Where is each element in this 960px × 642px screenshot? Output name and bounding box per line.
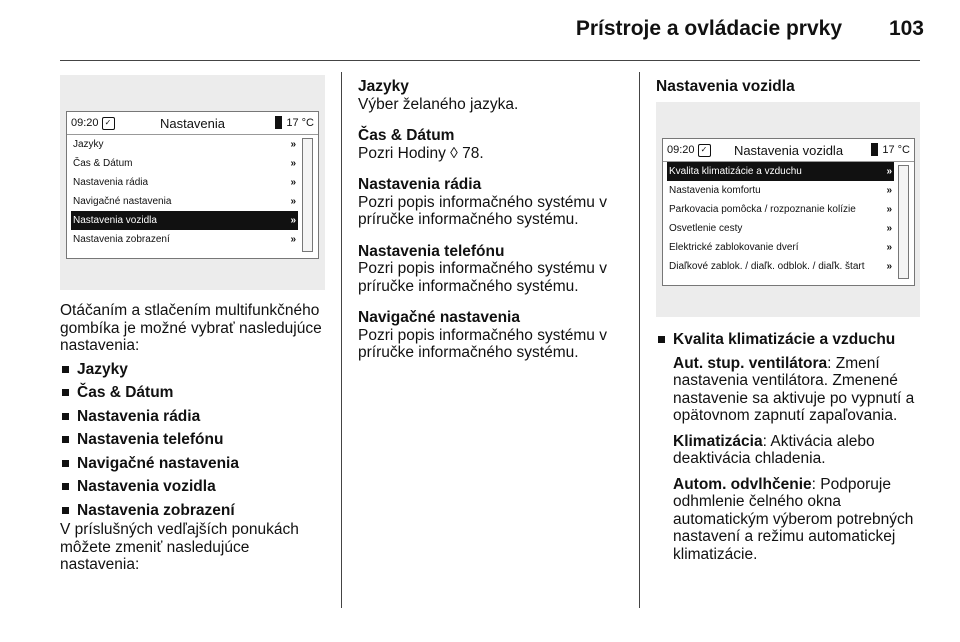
sub-text: : Podporuje odhmlenie čelného okna automatickým výberom potrebných nastavení a režimu automatickej klimatizácie. (673, 475, 914, 563)
thermometer-icon (871, 143, 878, 156)
menu-item[interactable] (71, 230, 298, 249)
screen-status-bar (663, 139, 914, 162)
menu-item[interactable] (71, 135, 298, 154)
menu-item-label: Diaľkové zablok. / diaľk. odblok. / diaľk. štart (669, 261, 865, 272)
sub-text: : Zmení nastavenia ventilátora. Zmenené nastavenie sa aktivuje po vypnutí a opätovnom zapnutí zapaľovania. (673, 354, 915, 424)
menu-item[interactable] (667, 257, 894, 276)
bullet-icon (62, 389, 69, 396)
section-heading: Nastavenia rádia (358, 176, 482, 193)
page-number: 103 (888, 17, 924, 40)
chevron-right-icon: » (886, 166, 892, 177)
thermometer-icon (275, 116, 282, 129)
screen-temp (275, 116, 314, 129)
bullet-label: Čas & Dátum (77, 384, 174, 401)
bullet-item (60, 478, 332, 496)
column-divider (341, 72, 342, 608)
menu-item[interactable] (667, 200, 894, 219)
bullet-icon (62, 460, 69, 467)
section-heading: Jazyky (358, 78, 409, 95)
header-title: Prístroje a ovládacie prvky (575, 17, 842, 40)
menu-item[interactable] (71, 192, 298, 211)
temp-value: 17 °C (286, 116, 314, 129)
menu-item[interactable] (667, 181, 894, 200)
bullet-icon (62, 366, 69, 373)
bullet-icon (62, 436, 69, 443)
sub-item (673, 355, 924, 425)
section (358, 78, 628, 113)
section-text: Pozri popis informačného systému v príručke informačného systému. (358, 193, 607, 228)
menu-item-label: Jazyky (73, 139, 104, 150)
bullet-item (60, 361, 332, 379)
screen-temp (871, 143, 910, 156)
chevron-right-icon: » (886, 223, 892, 234)
vehicle-settings-screen-figure (656, 102, 920, 317)
chevron-right-icon: » (290, 234, 296, 245)
bullet-label: Nastavenia rádia (77, 407, 201, 425)
column-divider (639, 72, 640, 608)
sub-term: Aut. stup. ventilátora (673, 354, 828, 372)
section (358, 127, 628, 162)
screen-status-bar (67, 112, 318, 135)
section-text: Výber želaného jazyka. (358, 95, 519, 113)
menu-item-label: Osvetlenie cesty (669, 223, 743, 234)
screen-title: Nastavenia vozidla (733, 142, 844, 158)
bullet-item (656, 331, 924, 349)
menu-item-label: Nastavenia zobrazení (73, 234, 170, 245)
bullet-label: Nastavenia telefónu (77, 431, 224, 448)
chevron-right-icon: » (290, 177, 296, 188)
section-heading: Čas & Dátum (358, 127, 455, 144)
header-rule (60, 60, 920, 61)
screen-scrollbar[interactable] (898, 165, 909, 279)
bullet-item (60, 455, 332, 473)
bullet-label: Nastavenia zobrazení (77, 501, 235, 519)
bullet-label: Kvalita klimatizácie a vzduchu (673, 331, 896, 348)
menu-item-selected[interactable] (667, 162, 894, 181)
chevron-right-icon: » (290, 196, 296, 207)
bullet-icon (658, 336, 665, 343)
menu-item-label: Nastavenia komfortu (669, 185, 761, 196)
menu-item[interactable] (71, 173, 298, 192)
menu-item-label: Elektrické zablokovanie dverí (669, 242, 799, 253)
section-heading: Nastavenia vozidla (656, 78, 795, 95)
temp-value: 17 °C (882, 143, 910, 156)
sub-term: Klimatizácia (673, 432, 763, 450)
section (358, 176, 628, 229)
vehicle-settings-screen (662, 138, 915, 286)
chevron-right-icon: » (886, 204, 892, 215)
screen-menu (667, 162, 894, 276)
bullet-label: Nastavenia vozidla (77, 478, 216, 495)
intro-text: Otáčaním a stlačením multifunkčného gombíka je možné vybrať nasledujúce nastavenia: (60, 302, 322, 354)
bullet-label: Navigačné nastavenia (77, 454, 239, 472)
menu-item-label: Nastavenia rádia (73, 177, 149, 188)
clock-icon: ✓ (698, 144, 711, 157)
menu-item-label: Nastavenia vozidla (73, 215, 157, 226)
page-header (0, 0, 960, 60)
column-3-text (656, 331, 924, 563)
screen-menu (71, 135, 298, 249)
bullet-item (60, 408, 332, 426)
chevron-right-icon: » (886, 261, 892, 272)
settings-screen (66, 111, 319, 259)
menu-item[interactable] (71, 154, 298, 173)
menu-item-label: Kvalita klimatizácie a vzduchu (669, 166, 802, 177)
bullet-icon (62, 413, 69, 420)
bullet-item (60, 384, 332, 402)
section-text: Pozri popis informačného systému v príručke informačného systému. (358, 260, 607, 295)
bullet-item (60, 431, 332, 449)
column-2-text (358, 78, 628, 362)
sub-term: Autom. odvlhčenie (673, 475, 812, 493)
screen-time: 09:20 (71, 117, 99, 129)
column-1-text (60, 302, 332, 574)
chevron-right-icon: » (886, 242, 892, 253)
clock-icon: ✓ (102, 117, 115, 130)
menu-item[interactable] (667, 238, 894, 257)
screen-scrollbar[interactable] (302, 138, 313, 252)
sub-item (673, 476, 924, 564)
screen-title: Nastavenia (159, 115, 226, 131)
chevron-right-icon: » (290, 139, 296, 150)
menu-item-selected[interactable] (71, 211, 298, 230)
bullet-item (60, 502, 332, 520)
chevron-right-icon: » (290, 158, 296, 169)
menu-item-label: Parkovacia pomôcka / rozpoznanie kolízie (669, 204, 856, 215)
chevron-right-icon: » (886, 185, 892, 196)
section-heading: Navigačné nastavenia (358, 309, 520, 326)
bullet-icon (62, 483, 69, 490)
section-text: Pozri popis informačného systému v príručke informačného systému. (358, 326, 607, 361)
menu-item-label: Čas & Dátum (73, 158, 133, 169)
section-heading: Nastavenia telefónu (358, 242, 505, 260)
bullet-label: Jazyky (77, 360, 128, 378)
sub-text: : Aktivácia alebo deaktivácia chladenia. (673, 432, 875, 467)
column-3-heading-wrap (656, 78, 795, 96)
section (358, 309, 628, 362)
menu-item-label: Navigačné nastavenia (73, 196, 172, 207)
bullet-icon (62, 507, 69, 514)
screen-time: 09:20 (667, 144, 695, 156)
sub-item (673, 433, 924, 468)
menu-item[interactable] (667, 219, 894, 238)
chevron-right-icon: » (290, 215, 296, 226)
section-text: Pozri Hodiny ◊ 78. (358, 144, 484, 162)
settings-screen-figure (60, 75, 325, 290)
section (358, 243, 628, 296)
outro-text: V príslušných vedľajších ponukách môžete zmeniť nasledujúce nastavenia: (60, 521, 299, 573)
